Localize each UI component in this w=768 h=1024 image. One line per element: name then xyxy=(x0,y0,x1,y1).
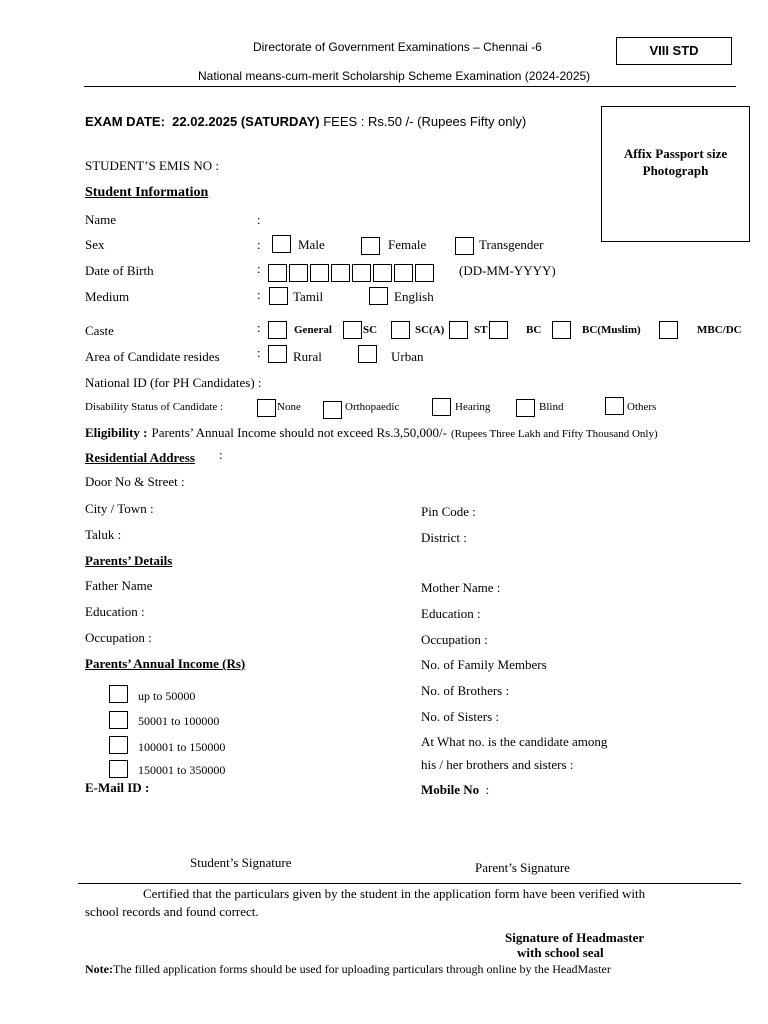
medium-english-checkbox[interactable] xyxy=(369,287,388,305)
income-option-3-label: 100001 to 150000 xyxy=(138,740,226,754)
pin-label: Pin Code : xyxy=(421,504,476,519)
area-rural-label: Rural xyxy=(293,349,322,364)
sex-male-label: Male xyxy=(298,237,325,252)
student-signature: Student’s Signature xyxy=(190,855,292,870)
dob-digit-box[interactable] xyxy=(352,264,371,282)
position-line2: his / her brothers and sisters : xyxy=(421,757,574,772)
income-option-2-checkbox[interactable] xyxy=(109,711,128,729)
income-option-2-label: 50001 to 100000 xyxy=(138,714,220,728)
certification-line2: school records and found correct. xyxy=(85,904,259,919)
disability-label: Disability Status of Candidate : xyxy=(85,401,224,413)
sex-colon: : xyxy=(257,237,261,252)
sex-female-label: Female xyxy=(388,237,427,252)
certification-line1: Certified that the particulars given by the student in the application form have been verified with xyxy=(143,886,646,901)
medium-colon: : xyxy=(257,287,261,302)
header-rule xyxy=(84,86,736,87)
caste-sc-checkbox[interactable] xyxy=(343,321,362,339)
emis-label: STUDENT’S EMIS NO : xyxy=(85,158,219,173)
medium-label: Medium xyxy=(85,289,130,304)
sisters-label: No. of Sisters : xyxy=(421,709,499,724)
eligibility-line xyxy=(85,424,658,442)
std-badge-text: VIII STD xyxy=(649,43,699,58)
dob-digit-box[interactable] xyxy=(394,264,413,282)
photo-box-line2: Photograph xyxy=(642,163,709,178)
header-title: Directorate of Government Examinations – Chennai -6 xyxy=(253,40,542,54)
parent-signature: Parent’s Signature xyxy=(475,860,570,875)
disability-orthopaedic-checkbox[interactable] xyxy=(323,401,342,419)
district-label: District : xyxy=(421,530,467,545)
medium-tamil-label: Tamil xyxy=(293,289,324,304)
area-rural-checkbox[interactable] xyxy=(268,345,287,363)
caste-colon: : xyxy=(257,320,261,335)
eligibility-note: (Rupees Three Lakh and Fifty Thousand Only) xyxy=(450,428,658,440)
sex-female-checkbox[interactable] xyxy=(361,237,380,255)
disability-none-checkbox[interactable] xyxy=(257,399,276,417)
area-urban-checkbox[interactable] xyxy=(358,345,377,363)
caste-general-label: General xyxy=(294,324,332,336)
exam-date-value: 22.02.2025 (SATURDAY) xyxy=(172,114,320,129)
door-label: Door No & Street : xyxy=(85,474,185,489)
sex-male-checkbox[interactable] xyxy=(272,235,291,253)
income-option-1-checkbox[interactable] xyxy=(109,685,128,703)
eligibility-label: Eligibility : xyxy=(85,425,148,440)
disability-none-label: None xyxy=(277,401,301,413)
dob-label: Date of Birth xyxy=(85,263,154,278)
address-heading: Residential Address xyxy=(85,450,195,465)
std-badge xyxy=(616,37,732,65)
mother-occupation-label: Occupation : xyxy=(421,632,488,647)
father-occupation-label: Occupation : xyxy=(85,630,152,645)
mother-education-label: Education : xyxy=(421,606,481,621)
name-colon: : xyxy=(257,212,261,227)
dob-digit-box[interactable] xyxy=(373,264,392,282)
exam-date-label: EXAM DATE: xyxy=(85,114,165,129)
caste-mbc-label: MBC/DC xyxy=(697,324,742,336)
address-colon: : xyxy=(219,447,223,462)
income-option-4-checkbox[interactable] xyxy=(109,760,128,778)
father-education-label: Education : xyxy=(85,604,145,619)
name-label: Name xyxy=(85,212,117,227)
income-option-4-label: 150001 to 350000 xyxy=(138,763,226,777)
dob-digit-box[interactable] xyxy=(268,264,287,282)
disability-orthopaedic-label: Orthopaedic xyxy=(345,401,400,413)
father-name-label: Father Name xyxy=(85,578,153,593)
income-option-3-checkbox[interactable] xyxy=(109,736,128,754)
caste-bcm-label: BC(Muslim) xyxy=(582,324,641,336)
caste-bc-label: BC xyxy=(526,324,542,336)
dob-digit-box[interactable] xyxy=(331,264,350,282)
caste-sca-checkbox[interactable] xyxy=(391,321,410,339)
disability-blind-label: Blind xyxy=(539,401,564,413)
caste-bc-checkbox[interactable] xyxy=(552,321,571,339)
sex-label: Sex xyxy=(85,237,105,252)
caste-st-checkbox[interactable] xyxy=(449,321,468,339)
caste-sc-label: SC xyxy=(363,324,378,336)
national-id-label: National ID (for PH Candidates) : xyxy=(85,375,262,390)
dob-digit-box[interactable] xyxy=(310,264,329,282)
family-members-label: No. of Family Members xyxy=(421,657,547,672)
mobile-colon: : xyxy=(485,782,490,797)
note-label: Note: xyxy=(85,962,113,976)
exam-line xyxy=(85,114,526,129)
hm-signature-line2: with school seal xyxy=(517,945,604,960)
disability-hearing-checkbox[interactable] xyxy=(432,398,451,416)
caste-st-extra-box[interactable] xyxy=(489,321,508,339)
mobile-line xyxy=(421,782,489,798)
caste-sca-label: SC(A) xyxy=(415,324,445,336)
fees-value: Rs.50 /- (Rupees Fifty only) xyxy=(368,114,527,129)
parents-heading: Parents’ Details xyxy=(85,553,173,568)
disability-hearing-label: Hearing xyxy=(455,401,491,413)
photo-box[interactable] xyxy=(601,106,750,242)
brothers-label: No. of Brothers : xyxy=(421,683,510,698)
hm-signature-line1: Signature of Headmaster xyxy=(505,930,645,945)
student-info-heading: Student Information xyxy=(85,185,209,200)
caste-st-label: ST xyxy=(474,324,488,336)
header-subtitle: National means-cum-merit Scholarship Scheme Examination (2024-2025) xyxy=(198,69,591,83)
mobile-label: Mobile No xyxy=(421,782,480,797)
note-text: The filled application forms should be used for uploading particulars through online by the HeadMaster xyxy=(112,962,611,976)
position-line1: At What no. is the candidate among xyxy=(421,734,608,749)
dob-format: (DD-MM-YYYY) xyxy=(459,263,556,278)
photo-box-line1: Affix Passport size xyxy=(623,146,728,161)
fees-label: FEES : xyxy=(323,114,365,129)
area-colon: : xyxy=(257,345,261,360)
income-option-1-label: up to 50000 xyxy=(138,689,196,703)
dob-colon: : xyxy=(257,261,261,276)
income-heading: Parents’ Annual Income (Rs) xyxy=(85,656,246,671)
caste-mbc-checkbox[interactable] xyxy=(659,321,678,339)
dob-digit-box[interactable] xyxy=(289,264,308,282)
disability-others-checkbox[interactable] xyxy=(605,397,624,415)
city-label: City / Town : xyxy=(85,501,154,516)
note-line xyxy=(85,962,611,977)
disability-blind-checkbox[interactable] xyxy=(516,399,535,417)
caste-label: Caste xyxy=(85,323,114,338)
disability-others-label: Others xyxy=(627,401,657,413)
medium-english-label: English xyxy=(394,289,434,304)
caste-general-checkbox[interactable] xyxy=(268,321,287,339)
area-label: Area of Candidate resides xyxy=(85,349,220,364)
sex-transgender-checkbox[interactable] xyxy=(455,237,474,255)
email-label: E-Mail ID : xyxy=(85,780,150,795)
sex-transgender-label: Transgender xyxy=(479,237,544,252)
eligibility-text: Parents’ Annual Income should not exceed Rs.3,50,000/- xyxy=(151,425,447,440)
area-urban-label: Urban xyxy=(391,349,424,364)
mother-name-label: Mother Name : xyxy=(421,580,501,595)
signature-rule xyxy=(78,883,741,884)
medium-tamil-checkbox[interactable] xyxy=(269,287,288,305)
taluk-label: Taluk : xyxy=(85,527,122,542)
dob-digit-box[interactable] xyxy=(415,264,434,282)
